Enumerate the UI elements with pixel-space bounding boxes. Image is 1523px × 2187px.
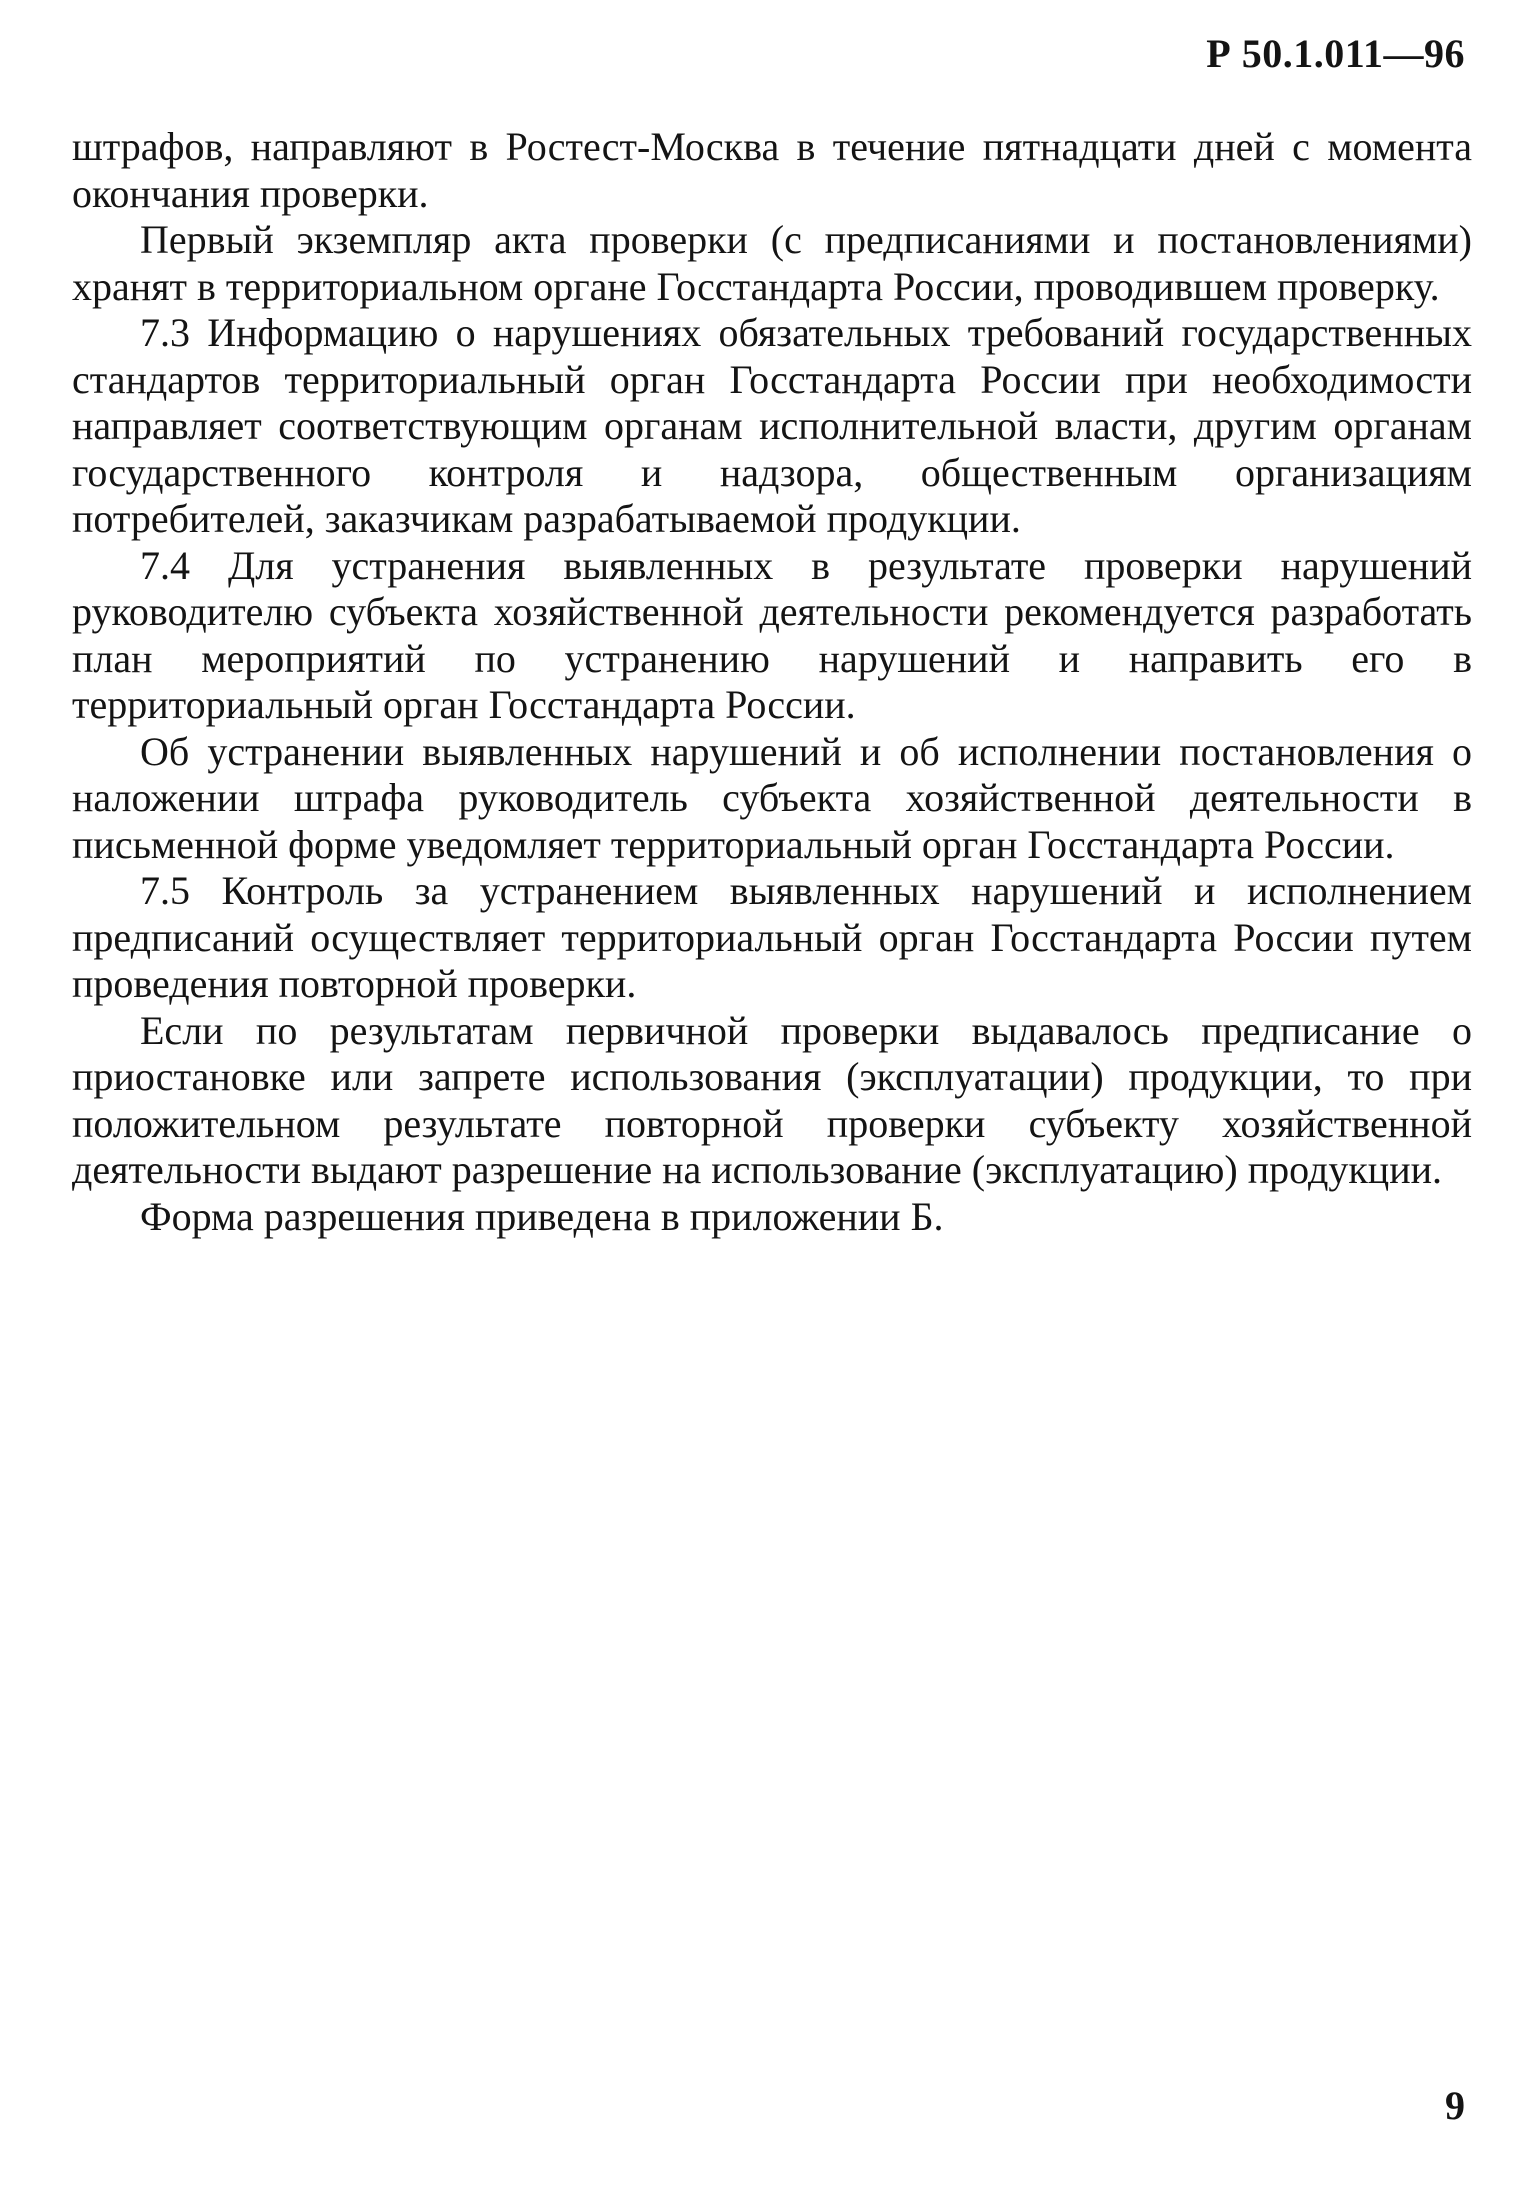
paragraph-7-3: 7.3 Информацию о нарушениях обязательных требований государственных стандартов территориальный орган Госстандарта России при необходимости направляет соответствующим органам исполнительной власти, другим органам государственного контроля и надзора, общественным организациям потребителей, заказчикам разрабатываемой продукции. [72, 310, 1472, 541]
page-body [72, 124, 1472, 1240]
paragraph-7-5: 7.5 Контроль за устранением выявленных нарушений и исполнением предписаний осуществляет территориальный орган Госстандарта России путем проведения повторной проверки. [72, 868, 1472, 1006]
paragraph-first-copy: Первый экземпляр акта проверки (с предписаниями и постановлениями) хранят в территориальном органе Госстандарта России, проводившем проверку. [72, 217, 1472, 309]
document-code-header: Р 50.1.011—96 [1206, 31, 1465, 76]
paragraph-repeat-inspection: Если по результатам первичной проверки выдавалось предписание о приостановке или запрете использования (эксплуатации) продукции, то при положительном результате повторной проверки субъекту хозяйственной деятельности выдают разрешение на использование (эксплуатацию) продукции. [72, 1007, 1472, 1192]
paragraph-elimination-notice: Об устранении выявленных нарушений и об исполнении постановления о наложении штрафа руководитель субъекта хозяйственной деятельности в письменной форме уведомляет территориальный орган Госстандарта России. [72, 728, 1472, 867]
paragraph-continuation: штрафов, направляют в Ростест-Москва в течение пятнадцати дней с момента окончания проверки. [72, 124, 1472, 216]
paragraph-7-4: 7.4 Для устранения выявленных в результате проверки нарушений руководителю субъекта хозяйственной деятельности рекомендуется разработать план мероприятий по устранению нарушений и направить его в территориальный орган Госстандарта России. [72, 542, 1472, 727]
paragraph-permit-form: Форма разрешения приведена в приложении Б. [140, 1193, 944, 1239]
page-number: 9 [1445, 2083, 1465, 2128]
